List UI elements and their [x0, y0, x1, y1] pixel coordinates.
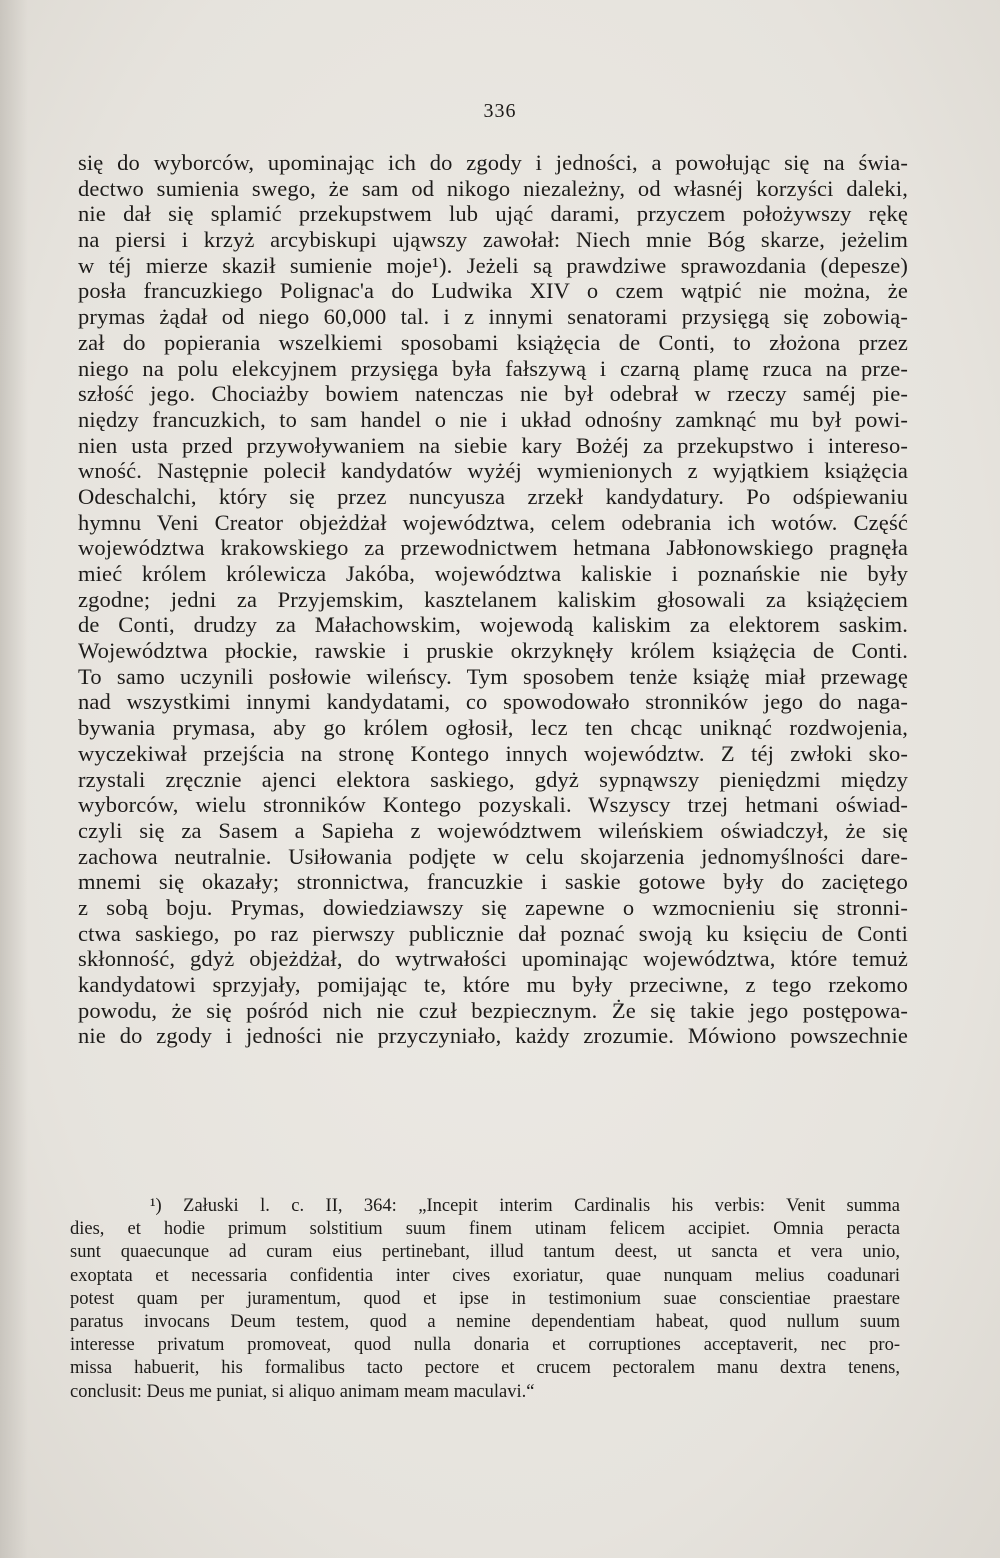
text-line: Odeschalchi, który się przez nuncyusza zrzekł kandydatury. Po odśpiewaniu	[78, 483, 908, 509]
text-line: prymas żądał od niego 60,000 tal. i z innymi senatorami przysięgą się zobowią-	[78, 304, 908, 330]
text-line: zał do popierania wszelkiemi sposobami książęcia de Conti, to złożona przez	[78, 329, 908, 355]
text-line: się do wyborców, upominając ich do zgody i jedności, a powołując się na świa-	[78, 150, 908, 175]
text-line: bywania prymasa, aby go królem ogłosił, lecz ten chcąc uniknąć rozdwojenia,	[78, 715, 908, 741]
text-line: czyli się za Sasem a Sapieha z województwem wileńskiem oświadczył, że się	[78, 817, 908, 843]
text-line: z sobą boju. Prymas, dowiedziawszy się zapewne o wzmocnieniu się stronni-	[78, 894, 908, 920]
footnote-line: paratus invocans Deum testem, quod a nemine dependentiam habeat, quod nullum suum	[70, 1311, 900, 1332]
text-line: zachowa neutralnie. Usiłowania podjęte w celu skojarzenia jednomyślności dare-	[78, 843, 908, 869]
text-line: wność. Następnie polecił kandydatów wyżéj wymienionych z wyjątkiem książęcia	[78, 458, 908, 484]
footnote-line: conclusit: Deus me puniat, si aliquo animam meam maculavi.“	[70, 1381, 535, 1402]
footnote-block	[70, 1195, 900, 1404]
text-line: zgodne; jedni za Przyjemskim, kasztelanem kaliskim głosowali za książęciem	[78, 586, 908, 612]
text-line: na piersi i krzyż arcybiskupi ująwszy zawołał: Niech mnie Bóg skarze, jeżelim	[78, 227, 908, 253]
footnote-line: interesse privatum promoveat, quod nulla donaria et corruptiones acceptaverit, nec pro-	[70, 1335, 900, 1356]
footnote-line: dies, et hodie primum solstitium suum finem utinam felicem accipiet. Omnia peracta	[70, 1219, 900, 1240]
text-line: kandydatowi sprzyjały, pomijając te, które mu były przeciwne, z tego rzekomo	[78, 972, 908, 997]
text-line: skłonność, gdyż objeżdżał, do wytrwałości upominając województwa, które temuż	[78, 946, 908, 972]
footnote-line: potest quam per juramentum, quod et ipse in testimonium suae conscientiae praestare	[70, 1288, 900, 1309]
text-line: powodu, że się pośród nich nie czuł bezpiecznym. Że się takie jego postępowa-	[78, 997, 908, 1023]
text-line: wyborców, wielu stronników Kontego pozyskali. Wszyscy trzej hetmani oświad-	[78, 792, 908, 818]
footnote-line: exoptata et necessaria confidentia inter cives exoriatur, quae nunquam melius coadunari	[70, 1265, 900, 1286]
text-line: mnemi się okazały; stronnictwa, francuzkie i saskie gotowe były do zaciętego	[78, 869, 908, 895]
text-line: rzystali zręcznie ajenci elektora saskiego, gdyż sypnąwszy pieniędzmi między	[78, 766, 908, 792]
page-gutter-shadow	[0, 0, 28, 1558]
text-line: To samo uczynili posłowie wileńscy. Tym sposobem tenże książę miał przewagę	[78, 663, 908, 689]
text-line: w téj mierze skaził sumienie moje¹). Jeżeli są prawdziwe sprawozdania (depesze)	[78, 252, 908, 278]
text-line: nie do zgody i jedności nie przyczyniało, każdy zrozumie. Mówiono powszechnie	[78, 1023, 908, 1049]
footnote-line: ¹) Załuski l. c. II, 364: „Incepit interim Cardinalis his verbis: Venit summa	[150, 1196, 900, 1216]
page-number: 336	[483, 100, 517, 122]
main-text-block	[78, 150, 908, 1049]
footnote-line: missa habuerit, his formalibus tacto pectore et crucem pectoralem manu dextra tenens,	[70, 1358, 900, 1379]
text-line: hymnu Veni Creator objeżdżał województwa, celem odebrania ich wotów. Część	[78, 509, 908, 535]
text-line: nien usta przed przywoływaniem na siebie kary Bożéj za przekupstwo i intereso-	[78, 432, 908, 458]
footnote-line: sunt quaecunque ad curam eius pertinebant, illud tantum deest, ut sancta et vera unio,	[70, 1242, 900, 1263]
text-line: wyczekiwał przejścia na stronę Kontego innych województw. Z téj zwłoki sko-	[78, 740, 908, 766]
text-line: niędzy francuzkich, to sam handel o nie i układ odnośny zamknąć mu był powi-	[78, 406, 908, 432]
text-line: posła francuzkiego Polignac'a do Ludwika XIV o czem wątpić nie można, że	[78, 278, 908, 304]
text-line: Województwa płockie, rawskie i pruskie okrzyknęły królem książęcia de Conti.	[78, 638, 908, 664]
text-line: województwa krakowskiego za przewodnictwem hetmana Jabłonowskiego pragnęła	[78, 535, 908, 561]
text-line: mieć królem królewicza Jakóba, województwa kaliskie i poznańskie nie były	[78, 561, 908, 586]
text-line: niego na polu elekcyjnem przysięga była fałszywą i czarną plamę rzuca na prze-	[78, 355, 908, 381]
text-line: dectwo sumienia swego, że sam od nikogo niezależny, od własnéj korzyści daleki,	[78, 175, 908, 201]
text-line: nad wszystkimi innymi kandydatami, co spowodowało stronników jego do naga-	[78, 689, 908, 715]
text-line: ctwa saskiego, po raz pierwszy publicznie dał poznać swoją ku księciu de Conti	[78, 920, 908, 946]
text-line: nie dał się splamić przekupstwem lub ująć darami, przyczem położywszy rękę	[78, 201, 908, 227]
text-line: szłość jego. Chociażby bowiem natenczas nie był odebrał w rzeczy saméj pie-	[78, 381, 908, 407]
text-line: de Conti, drudzy za Małachowskim, wojewodą kaliskim za elektorem saskim.	[78, 612, 908, 638]
